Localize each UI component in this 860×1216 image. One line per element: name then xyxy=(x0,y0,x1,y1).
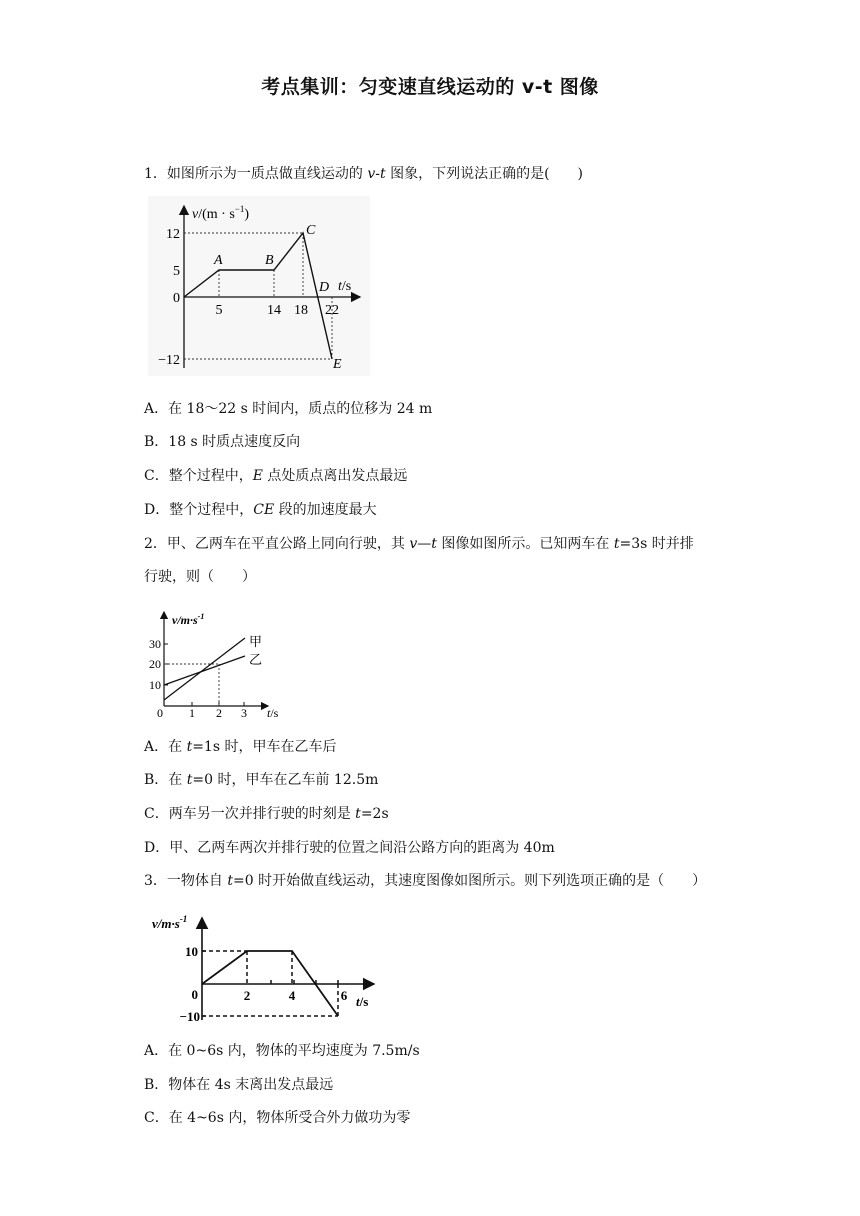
q2-option-a-var: t xyxy=(186,739,193,755)
q1-point-e: E xyxy=(333,357,342,372)
q3-x-tick-6: 6 xyxy=(340,988,348,1003)
q3-y-tick-0: 0 xyxy=(191,987,198,1002)
q1-option-c-text-a: C．整个过程中， xyxy=(144,468,253,484)
q1-option-d[interactable] xyxy=(144,500,377,520)
q1-stem xyxy=(144,164,583,184)
q3-x-tick-4: 4 xyxy=(288,988,296,1003)
q1-option-d-var: CE xyxy=(253,502,275,518)
q3-x-label: t/s xyxy=(356,994,369,1009)
q2-label-jia: 甲 xyxy=(249,634,263,649)
q1-option-d-text-b: 段的加速度最大 xyxy=(274,502,377,518)
q1-y-tick-12: 12 xyxy=(166,227,180,242)
q2-option-b-text-a: B．在 xyxy=(144,772,187,788)
q1-option-d-text-a: D．整个过程中， xyxy=(144,502,254,518)
q3-option-a[interactable]: A．在 0~6s 内，物体的平均速度为 7.5m/s xyxy=(144,1043,420,1059)
q2-option-b[interactable] xyxy=(144,770,378,790)
q1-option-b[interactable]: B．18 s 时质点速度反向 xyxy=(144,434,301,450)
q2-stem-var-v: v xyxy=(409,536,418,552)
q1-x-tick-22: 22 xyxy=(325,303,339,318)
q2-option-d[interactable]: D．甲、乙两车两次并排行驶的位置之间沿公路方向的距离为 40m xyxy=(144,840,555,856)
q2-x-tick-0: 0 xyxy=(157,706,163,720)
q1-point-a: A xyxy=(214,253,223,268)
q1-number: 1． xyxy=(144,166,167,182)
q3-y-tick-10: 10 xyxy=(185,944,198,959)
q2-line-jia xyxy=(164,638,245,700)
q3-option-b[interactable]: B．物体在 4s 末离出发点最远 xyxy=(144,1077,334,1093)
q2-y-tick-20: 20 xyxy=(149,657,161,671)
q2-option-c[interactable] xyxy=(144,804,389,824)
q1-point-c: C xyxy=(306,223,316,238)
q1-y-tick-5: 5 xyxy=(173,264,180,279)
q1-x-tick-18: 18 xyxy=(294,303,308,318)
q2-y-tick-30: 30 xyxy=(149,637,161,651)
q2-option-b-text-b: =0 时，甲车在乙车前 12.5m xyxy=(192,772,379,788)
q1-option-a[interactable]: A．在 18～22 s 时间内，质点的位移为 24 m xyxy=(144,401,433,417)
q1-stem-text-b: 图象，下列说法正确的是( ) xyxy=(385,166,584,182)
q1-graph-background xyxy=(148,196,370,376)
q2-stem-text-b: 图像如图所示。已知两车在 xyxy=(436,536,614,552)
q2-vt-graph xyxy=(148,604,298,720)
q2-stem-var-t2: t xyxy=(613,536,620,552)
q1-point-d: D xyxy=(319,280,330,295)
q2-stem-var-t: t xyxy=(431,536,437,552)
q2-y-tick-10: 10 xyxy=(149,678,161,692)
q2-stem-text-c: =3s 时并排 xyxy=(619,536,694,552)
q1-y-tick-neg12: −12 xyxy=(158,353,180,368)
q2-x-tick-2: 2 xyxy=(216,706,222,720)
q1-vt-graph xyxy=(148,196,370,376)
q3-stem-var: t xyxy=(227,873,234,889)
q2-option-c-text-b: =2s xyxy=(360,806,389,822)
q1-x-label: t/s xyxy=(338,279,352,294)
q2-x-label: t/s xyxy=(267,706,279,720)
q1-stem-text-a: 如图所示为一质点做直线运动的 xyxy=(166,166,368,182)
q1-option-c-var: E xyxy=(252,468,263,484)
q1-option-c-text-b: 点处质点离出发点最远 xyxy=(262,468,408,484)
q1-point-b: B xyxy=(265,253,274,268)
q3-stem xyxy=(144,871,706,891)
q2-option-b-var: t xyxy=(186,772,193,788)
q3-number: 3． xyxy=(144,873,167,889)
q3-stem-text-a: 一物体自 xyxy=(166,873,228,889)
q2-guide-lines xyxy=(164,664,219,706)
q2-option-a-text-b: =1s 时，甲车在乙车后 xyxy=(192,739,337,755)
q1-x-tick-5: 5 xyxy=(215,303,223,318)
q2-stem-text-a: 甲、乙两车在平直公路上同向行驶，其 xyxy=(166,536,410,552)
q1-y-label: $v/(m \cdot s^{-1})$ xyxy=(192,204,250,222)
q2-option-c-text-a: C．两车另一次并排行驶的时刻是 xyxy=(144,806,356,822)
q2-x-tick-3: 3 xyxy=(241,706,247,720)
q2-stem-dash: — xyxy=(417,536,432,552)
q3-vt-graph xyxy=(146,904,386,1026)
q3-x-tick-2: 2 xyxy=(243,988,251,1003)
q1-option-c[interactable] xyxy=(144,466,407,486)
q3-option-c[interactable]: C．在 4~6s 内，物体所受合外力做功为零 xyxy=(144,1110,411,1126)
q2-y-label: $v/m\cdot s^{-1}$ xyxy=(172,612,205,627)
q3-stem-text-b: =0 时开始做直线运动，其速度图像如图所示。则下列选项正确的是（ ） xyxy=(233,873,707,889)
q2-stem-line1 xyxy=(144,534,694,554)
q2-tick-marks xyxy=(164,644,244,706)
q2-number: 2． xyxy=(144,536,167,552)
q3-y-tick-neg10: −10 xyxy=(179,1009,200,1024)
q1-y-tick-0: 0 xyxy=(173,291,180,306)
q2-label-yi: 乙 xyxy=(249,652,263,667)
page-title: 考点集训：匀变速直线运动的 v-t 图像 xyxy=(261,76,599,98)
q2-option-a[interactable] xyxy=(144,737,336,757)
q2-option-a-text-a: A．在 xyxy=(144,739,187,755)
q2-stem-line2: 行驶，则（ ） xyxy=(144,569,256,585)
q3-y-label: $v/m\cdot s^{-1}$ xyxy=(152,914,188,931)
q1-x-tick-14: 14 xyxy=(267,303,281,318)
q2-x-tick-1: 1 xyxy=(189,706,195,720)
q2-option-c-var: t xyxy=(355,806,361,822)
q1-stem-var: v-t xyxy=(367,166,386,182)
q2-line-yi xyxy=(164,656,245,685)
